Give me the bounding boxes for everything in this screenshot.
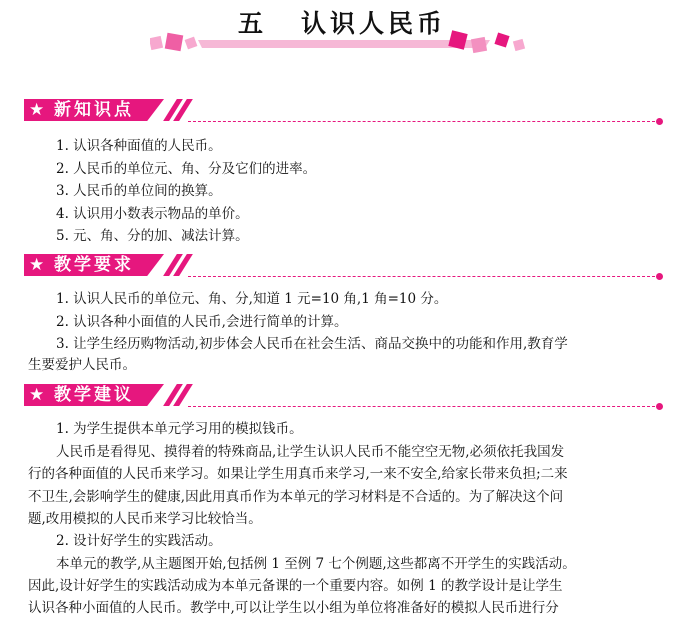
- text-line: 4. 认识用小数表示物品的单价。: [56, 206, 249, 222]
- text-line: 3. 让学生经历购物活动,初步体会人民币在社会生活、商品交换中的功能和作用,教育学: [56, 336, 568, 352]
- section-rule: [188, 406, 660, 407]
- text-line: 1. 认识人民币的单位元、角、分,知道 1 元=10 角,1 角=10 分。: [56, 291, 448, 307]
- text-line: 5. 元、角、分的加、减法计算。: [56, 228, 249, 244]
- text-line: 2. 设计好学生的实践活动。: [56, 533, 222, 549]
- text-line: 2. 人民币的单位元、角、分及它们的进率。: [56, 161, 317, 177]
- section-header-new-knowledge: ★ 新知识点: [24, 99, 189, 121]
- section-header-teaching-suggestions: ★ 教学建议: [24, 384, 189, 406]
- text-line: 本单元的教学,从主题图开始,包括例 1 至例 7 七个例题,这些都离不开学生的实践活动。: [56, 556, 576, 572]
- star-icon: ★: [29, 100, 45, 120]
- chapter-title: 认识人民币: [301, 9, 447, 38]
- title-decoration: [150, 30, 540, 58]
- section-rule: [188, 121, 660, 122]
- text-line: 认识各种小面值的人民币。教学中,可以让学生以小组为单位将准备好的模拟人民币进行分: [28, 600, 559, 616]
- star-icon: ★: [29, 255, 45, 275]
- text-line: 因此,设计好学生的实践活动成为本单元备课的一个重要内容。如例 1 的教学设计是让学生: [28, 578, 563, 594]
- text-line: 不卫生,会影响学生的健康,因此用真币作为本单元的学习材料是不合适的。为了解决这个问: [28, 489, 564, 505]
- text-line: 行的各种面值的人民币来学习。如果让学生用真币来学习,一来不安全,给家长带来负担;二来: [28, 466, 568, 482]
- text-line: 生要爱护人民币。: [28, 357, 136, 373]
- section-header-teaching-requirements: ★ 教学要求: [24, 254, 189, 276]
- text-line: 3. 人民币的单位间的换算。: [56, 183, 222, 199]
- text-line: 1. 认识各种面值的人民币。: [56, 138, 222, 154]
- section-rule: [188, 276, 660, 277]
- chapter-number: 五: [237, 9, 267, 38]
- text-line: 1. 为学生提供本单元学习用的模拟钱币。: [56, 421, 303, 437]
- text-line: 人民币是看得见、摸得着的特殊商品,让学生认识人民币不能空空无物,必须依托我国发: [56, 444, 565, 460]
- text-line: 题,改用模拟的人民币来学习比较恰当。: [28, 511, 262, 527]
- text-line: 2. 认识各种小面值的人民币,会进行简单的计算。: [56, 314, 348, 330]
- star-icon: ★: [29, 385, 45, 405]
